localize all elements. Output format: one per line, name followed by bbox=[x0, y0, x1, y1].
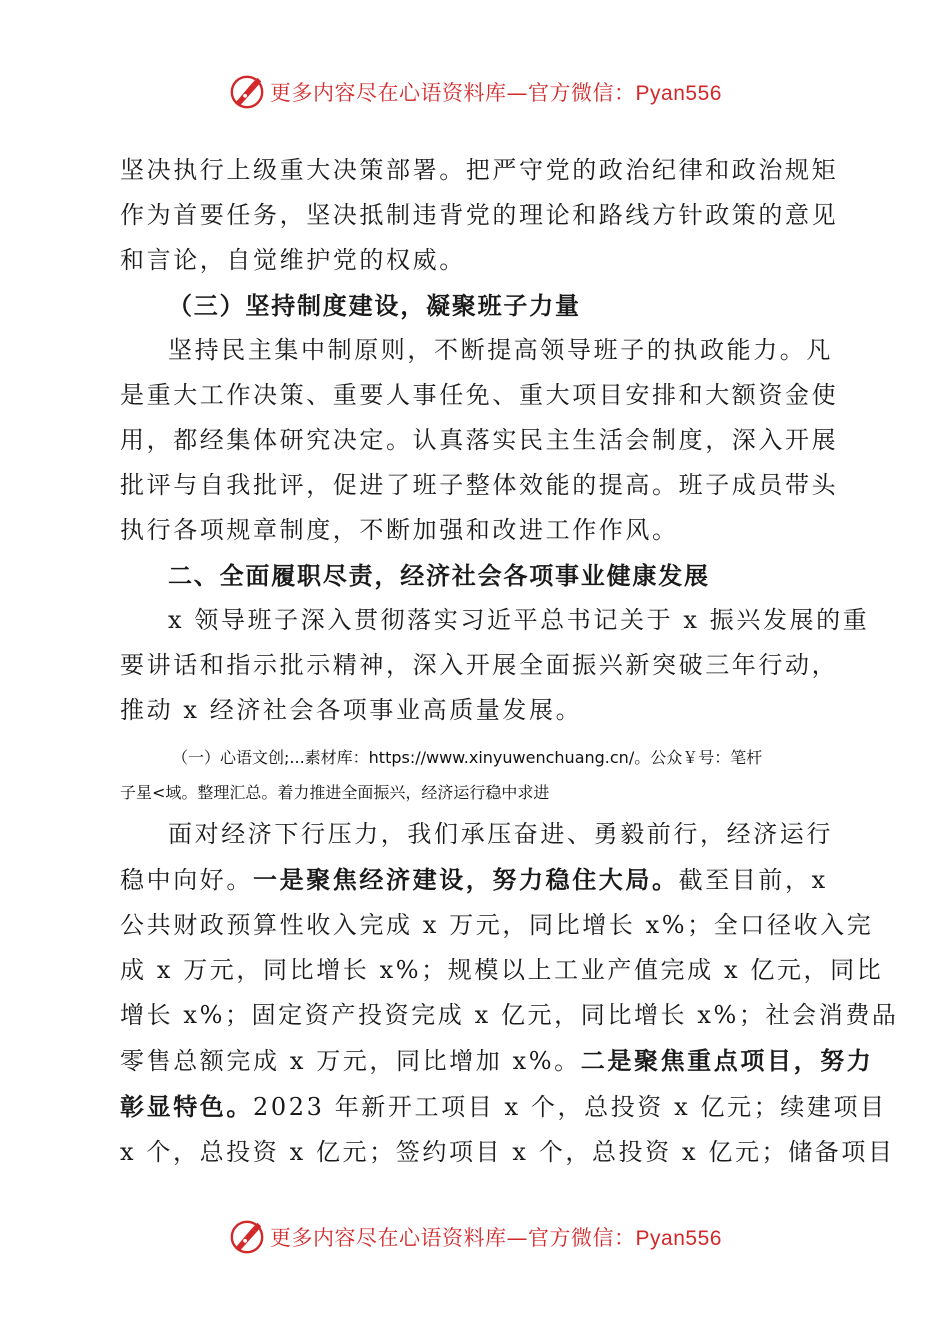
document-body bbox=[120, 148, 899, 1175]
body-line: 是重大工作决策、重要人事任免、重大项目安排和大额资金使 bbox=[120, 381, 839, 409]
body-line: 公共财政预算性收入完成 x 万元，同比增长 x%；全口径收入完 bbox=[120, 911, 874, 939]
body-line: 面对经济下行压力，我们承压奋进、勇毅前行，经济运行 bbox=[168, 820, 833, 848]
banner-text bbox=[270, 1222, 722, 1252]
banner-wechat-label: 官方微信： bbox=[528, 1226, 636, 1250]
body-line: 增长 x%；固定资产投资完成 x 亿元，同比增长 x%；社会消费品 bbox=[120, 1001, 899, 1029]
body-line: 坚持民主集中制原则，不断提高领导班子的执政能力。凡 bbox=[168, 336, 833, 364]
note-line: 子星<域。整理汇总。着力推进全面振兴，经济运行稳中求进 bbox=[120, 783, 550, 802]
body-line: 要讲话和指示批示精神，深入开展全面振兴新突破三年行动， bbox=[120, 651, 839, 679]
pen-nib-logo-icon bbox=[228, 1218, 266, 1256]
banner-wechat-id: Pyan556 bbox=[635, 1227, 722, 1250]
section-heading-3: （三）坚持制度建设，凝聚班子力量 bbox=[168, 291, 581, 320]
text-run: 2023 年新开工项目 x 个，总投资 x 亿元；续建项目 bbox=[253, 1093, 887, 1121]
body-line bbox=[120, 1038, 874, 1084]
body-line bbox=[120, 1084, 887, 1130]
body-line: 推动 x 经济社会各项事业高质量发展。 bbox=[120, 696, 583, 724]
body-line: 成 x 万元，同比增长 x%；规模以上工业产值完成 x 亿元，同比 bbox=[120, 956, 884, 984]
pen-nib-logo-icon bbox=[228, 73, 266, 111]
text-run: 稳中向好。 bbox=[120, 866, 253, 894]
body-line: x 个，总投资 x 亿元；签约项目 x 个，总投资 x 亿元；储备项目 bbox=[120, 1138, 895, 1166]
text-run: 截至目前，x bbox=[678, 866, 828, 894]
body-line: 和言论，自觉维护党的权威。 bbox=[120, 246, 466, 274]
banner-slogan: 更多内容尽在心语资料库 bbox=[270, 81, 507, 105]
body-line: 用，都经集体研究决定。认真落实民主生活会制度，深入开展 bbox=[120, 426, 839, 454]
banner-separator: — bbox=[506, 1226, 529, 1250]
body-line: 作为首要任务，坚决抵制违背党的理论和路线方针政策的意见 bbox=[120, 201, 839, 229]
banner-slogan: 更多内容尽在心语资料库 bbox=[270, 1226, 507, 1250]
header-watermark-banner bbox=[0, 68, 950, 116]
bold-text-run: 一是聚焦经济建设，努力稳住大局。 bbox=[253, 865, 679, 894]
body-line bbox=[120, 857, 828, 903]
note-line: （一）心语文创;...素材库：https://www.xinyuwenchuang.cn/。公众￥号：笔杆 bbox=[172, 748, 763, 767]
banner-separator: — bbox=[506, 81, 529, 105]
body-line: 执行各项规章制度，不断加强和改进工作作风。 bbox=[120, 516, 679, 544]
banner-wechat-label: 官方微信： bbox=[528, 81, 636, 105]
section-heading-2: 二、全面履职尽责，经济社会各项事业健康发展 bbox=[168, 561, 710, 590]
banner-wechat-id: Pyan556 bbox=[635, 82, 722, 105]
body-line: 批评与自我批评，促进了班子整体效能的提高。班子成员带头 bbox=[120, 471, 839, 499]
banner-text bbox=[270, 77, 722, 107]
body-line: x 领导班子深入贯彻落实习近平总书记关于 x 振兴发展的重 bbox=[168, 606, 870, 634]
text-run: 零售总额完成 x 万元，同比增加 x%。 bbox=[120, 1047, 581, 1075]
inserted-watermark-note bbox=[120, 747, 820, 804]
bold-text-run: 彰显特色。 bbox=[120, 1092, 253, 1121]
footer-watermark-banner bbox=[0, 1213, 950, 1261]
bold-text-run: 二是聚焦重点项目，努力 bbox=[580, 1046, 874, 1075]
body-line: 坚决执行上级重大决策部署。把严守党的政治纪律和政治规矩 bbox=[120, 156, 839, 184]
